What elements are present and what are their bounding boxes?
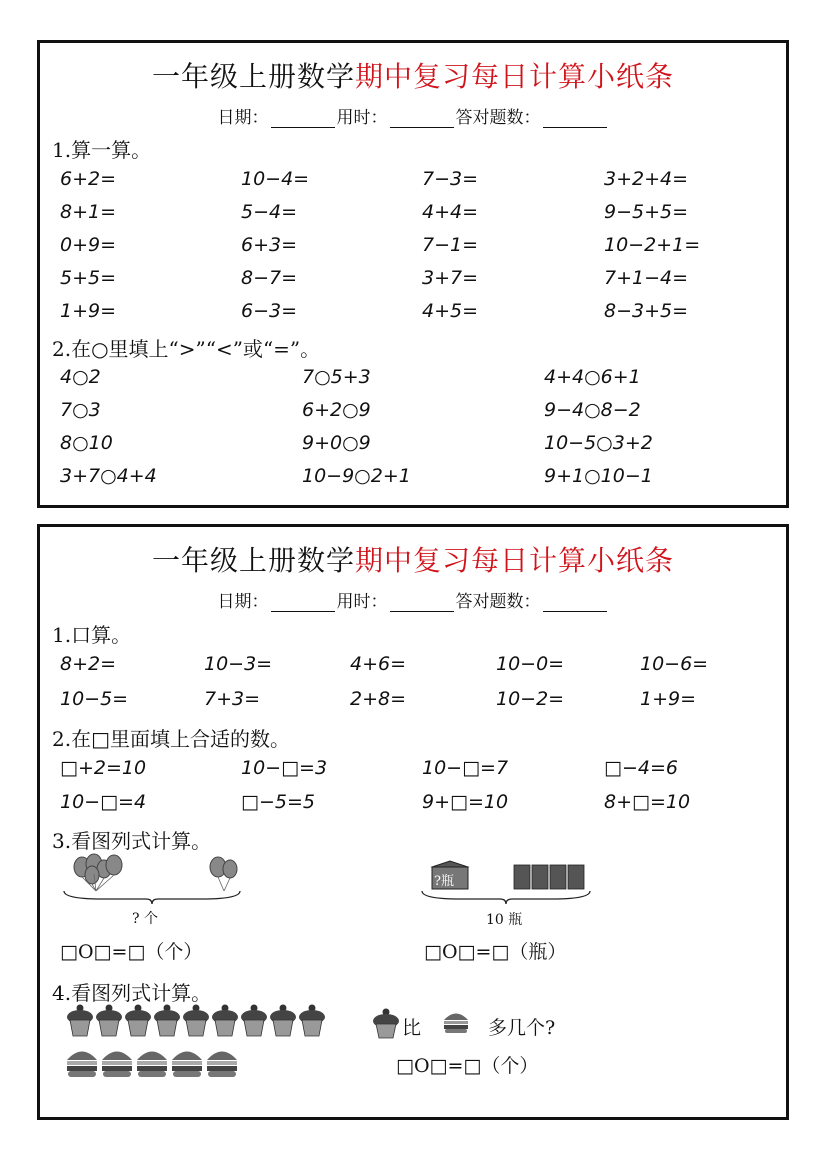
cupcake-icon [125, 1005, 151, 1037]
burgers-row [66, 1045, 246, 1079]
card1-section2-heading: 2.在○里填上“>”“<”或“=”。 [52, 337, 321, 361]
card2-section2-heading: 2.在□里面填上合适的数。 [52, 727, 290, 751]
card1-section1-problem: 3+7= [422, 267, 479, 289]
card2-section2-problem: 10−□=7 [422, 757, 509, 779]
card1-section2-row [60, 399, 776, 429]
card2-info-line [40, 587, 786, 612]
card1-info-line [40, 103, 786, 128]
section3-left-formula: □O□=□（个） [60, 941, 203, 963]
cupcakes-row [66, 1003, 328, 1039]
correct-label: 答对题数： [455, 108, 541, 128]
date-label: 日期： [217, 108, 269, 128]
card1-section1-problem: 10−2+1= [604, 234, 701, 256]
card2-title [40, 539, 786, 579]
card1-section1-problem: 4+5= [422, 300, 479, 322]
card2-title-black: 一年级上册数学 [151, 544, 355, 577]
card2-section1-problem: 4+6= [350, 653, 407, 675]
card2-section1-problem: 10−2= [496, 688, 565, 710]
card1-section1-problem: 7+1−4= [604, 267, 689, 289]
card1-section1-problem: 4+4= [422, 201, 479, 223]
card1-section2-row [60, 366, 776, 396]
card1-section2-problem: 10−5○3+2 [544, 432, 653, 454]
date-blank [271, 111, 335, 128]
card2-section2-row [60, 791, 776, 821]
card2-section1-row [60, 653, 776, 683]
card2-section4-heading: 4.看图列式计算。 [52, 981, 212, 1005]
card1-title-red: 期中复习每日计算小纸条 [355, 60, 675, 93]
right-brace [420, 889, 592, 905]
card1-section2-problem: 4○2 [60, 366, 101, 388]
card1-section2-problem: 8○10 [60, 432, 113, 454]
card1-section1-problem: 5+5= [60, 267, 117, 289]
card1-section1-problem: 10−4= [241, 168, 310, 190]
cupcake-icon [67, 1005, 93, 1037]
card1-section1-row [60, 300, 776, 330]
card2-section1-problem: 1+9= [640, 688, 697, 710]
balloons-total-label: ? 个 [132, 911, 158, 927]
card1-section1-problem: 6+3= [241, 234, 298, 256]
card2-section1-heading: 1.口算。 [52, 623, 132, 647]
time-blank [390, 111, 454, 128]
card2-section1-problem: 10−5= [60, 688, 129, 710]
cupcake-icon [270, 1005, 296, 1037]
correct-label: 答对题数： [455, 592, 541, 612]
card1-section1-problem: 8−3+5= [604, 300, 689, 322]
cupcake-icon [370, 1007, 402, 1039]
cupcake-icon [183, 1005, 209, 1037]
card1-section1-problem: 6−3= [241, 300, 298, 322]
burger-icon [442, 1009, 470, 1035]
burger-icon [172, 1052, 202, 1078]
cupcake-icon [241, 1005, 267, 1037]
card1-section2-problem: 4+4○6+1 [544, 366, 641, 388]
card2-section2-problem: 10−□=4 [60, 791, 147, 813]
card1-section1-heading: 1.算一算。 [52, 138, 152, 162]
card2-section3-heading: 3.看图列式计算。 [52, 829, 212, 853]
card2-section2-problem: □−5=5 [241, 791, 315, 813]
burger-icon [137, 1052, 167, 1078]
card1-section1-problem: 7−1= [422, 234, 479, 256]
card1-section1-problem: 8−7= [241, 267, 298, 289]
box-total-label: 10 瓶 [486, 912, 523, 928]
cupcake-icon [212, 1005, 238, 1037]
card2-section1-problem: 2+8= [350, 688, 407, 710]
card2-section2-problem: □−4=6 [604, 757, 678, 779]
card1-section1-problem: 5−4= [241, 201, 298, 223]
left-brace [62, 889, 242, 905]
card1-section2-problem: 10−9○2+1 [302, 465, 411, 487]
time-blank [390, 595, 454, 612]
section4-formula: □O□=□（个） [396, 1055, 539, 1077]
card1-section1-row [60, 168, 776, 198]
card1-section1-problem: 9−5+5= [604, 201, 689, 223]
card1-section2-problem: 7○5+3 [302, 366, 371, 388]
card1-section2-problem: 9−4○8−2 [544, 399, 641, 421]
card2-section2-problem: 8+□=10 [604, 791, 691, 813]
worksheet-card-1 [37, 40, 789, 508]
cupcake-icon [96, 1005, 122, 1037]
card1-section2-row [60, 432, 776, 462]
burger-icon [102, 1052, 132, 1078]
card2-section1-row [60, 688, 776, 718]
card2-title-red: 期中复习每日计算小纸条 [355, 544, 675, 577]
correct-blank [543, 111, 607, 128]
card1-section1-row [60, 201, 776, 231]
card1-section2-problem: 3+7○4+4 [60, 465, 157, 487]
time-label: 用时： [336, 108, 388, 128]
burger-icon [207, 1052, 237, 1078]
card1-section1-problem: 7−3= [422, 168, 479, 190]
card2-section1-problem: 10−0= [496, 653, 565, 675]
correct-blank [543, 595, 607, 612]
date-label: 日期： [217, 592, 269, 612]
card2-section2-problem: 9+□=10 [422, 791, 509, 813]
card2-section1-problem: 10−6= [640, 653, 709, 675]
card1-section1-problem: 0+9= [60, 234, 117, 256]
card1-section2-problem: 9+0○9 [302, 432, 371, 454]
card1-title [40, 55, 786, 95]
card2-section1-problem: 8+2= [60, 653, 117, 675]
card2-section1-problem: 7+3= [204, 688, 261, 710]
card1-section2-problem: 9+1○10−1 [544, 465, 653, 487]
card2-section1-problem: 10−3= [204, 653, 273, 675]
card1-section1-row [60, 234, 776, 264]
card1-section2-row [60, 465, 776, 495]
burger-icon [67, 1052, 97, 1078]
date-blank [271, 595, 335, 612]
card1-section1-problem: 6+2= [60, 168, 117, 190]
section3-right-formula: □O□=□（瓶） [424, 941, 567, 963]
card1-section1-problem: 1+9= [60, 300, 117, 322]
question-rest: 多几个? [488, 1017, 556, 1039]
card1-section1-problem: 3+2+4= [604, 168, 689, 190]
time-label: 用时： [336, 592, 388, 612]
question-bi: 比 [402, 1017, 422, 1039]
cupcake-icon [154, 1005, 180, 1037]
card1-section1-problem: 8+1= [60, 201, 117, 223]
worksheet-card-2 [37, 524, 789, 1120]
cupcake-icon [299, 1005, 325, 1037]
card1-title-black: 一年级上册数学 [151, 60, 355, 93]
card1-section2-problem: 7○3 [60, 399, 101, 421]
card2-section2-problem: □+2=10 [60, 757, 147, 779]
box-question-label: ?瓶 [434, 874, 454, 889]
card2-section2-row [60, 757, 776, 787]
balloons-picture [68, 853, 248, 893]
card1-section1-row [60, 267, 776, 297]
card1-section2-problem: 6+2○9 [302, 399, 371, 421]
card2-section2-problem: 10−□=3 [241, 757, 328, 779]
